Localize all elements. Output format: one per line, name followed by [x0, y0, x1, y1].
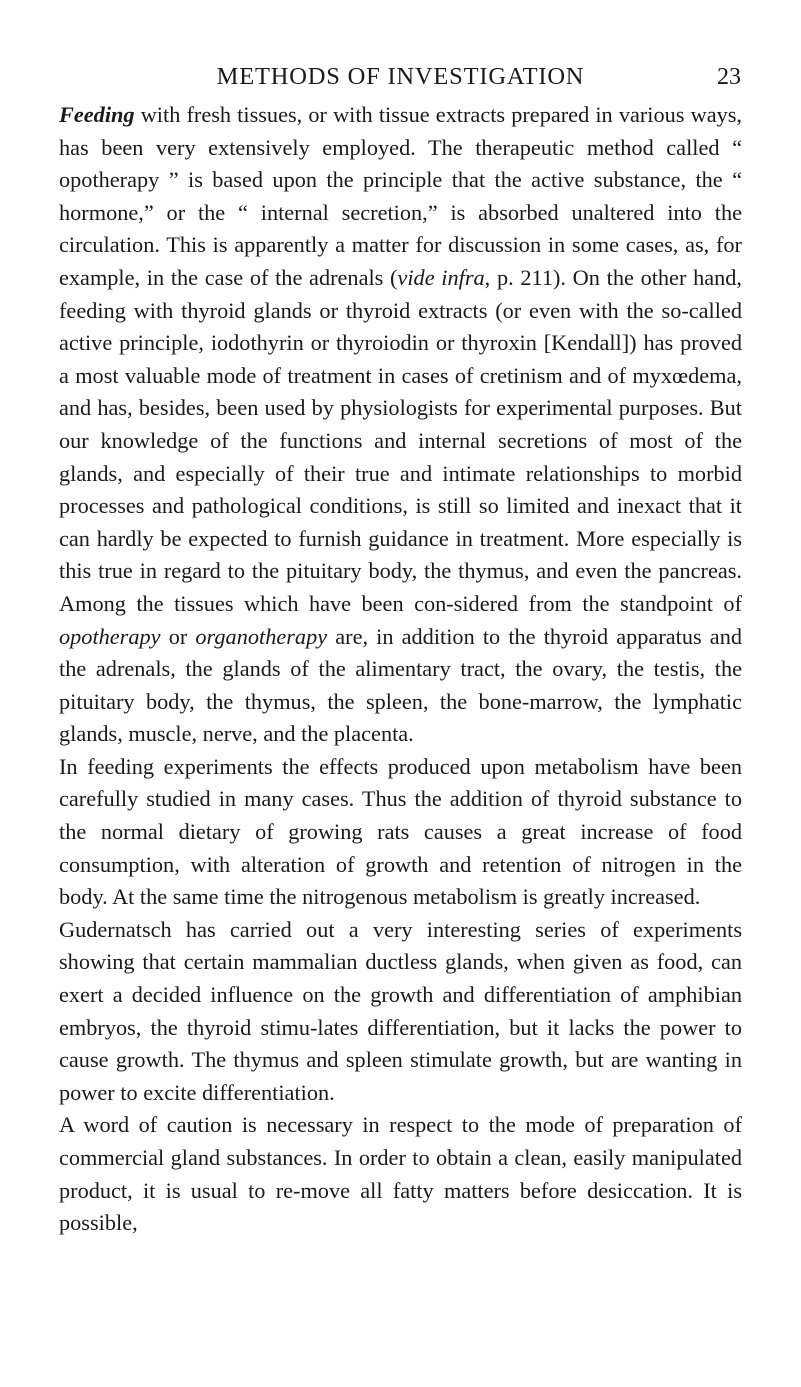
paragraph-text: , p. 211). On the other hand, feeding with thyroid glands or thyroid extracts (or even with the so-called active principle, iodothyrin or thyroiodin or thyroxin [Kendall]) has proved a most valuable mode of treatment in cases of cretinism and of myxœdema, and has, besides, been used by physiologists for experimental purposes. But our knowledge of the functions and internal secretions of most of the glands, and especially of their true and intimate relationships to morbid processes and pathological conditions, is still so limited and inexact that it can hardly be expected to furnish guidance in treatment. More especially is this true in regard to the pituitary body, the thymus, and even the pancreas. Among the tissues which have been con-sidered from the standpoint of [59, 264, 742, 616]
paragraph-gudernatsch: Gudernatsch has carried out a very interesting series of experiments showing that certain mammalian ductless glands, when given as food, can exert a decided influence on the growth and differentiation of amphibian embryos, the thyroid stimu-lates differentiation, but it lacks the power to cause growth. The thymus and spleen stimulate growth, but are wanting in power to excite differentiation. [59, 916, 742, 1105]
paragraph-feeding [59, 99, 742, 751]
paragraph-text: or [160, 623, 196, 649]
body-text [59, 99, 742, 1240]
italic-term-organotherapy: organotherapy [195, 623, 328, 649]
page-number: 23 [717, 64, 741, 90]
paragraph-metabolism: In feeding experiments the effects produced upon metabolism have been carefully studied in many cases. Thus the addition of thyroid substance to the normal dietary of growing rats causes a great increase of food consumption, with alteration of growth and retention of nitrogen in the body. At the same time the nitrogenous metabolism is greatly increased. [59, 753, 742, 910]
running-head: METHODS OF INVESTIGATION [216, 63, 585, 90]
paragraph-text: are, in addition to the thyroid apparatus and the adrenals, the glands of the alimentary tract, the ovary, the testis, the pituitary body, the thymus, the spleen, the bone-marrow, the lymphatic glands, muscle, nerve, and the placenta. [59, 623, 742, 747]
paragraph-lead-term: Feeding [59, 102, 135, 127]
page-header [60, 60, 741, 94]
paragraph-text: with fresh tissues, or with tissue extracts prepared in various ways, has been very extensively employed. The therapeutic method called “ opotherapy ” is based upon the principle that the active substance, the “ hormone,” or the “ internal secretion,” is absorbed unaltered into the circulation. This is apparently a matter for discussion in some cases, as, for example, in the case of the adrenals ( [59, 102, 742, 290]
paragraph-caution: A word of caution is necessary in respect to the mode of preparation of commercial gland substances. In order to obtain a clean, easily manipulated product, it is usual to re-move all fatty matters before desiccation. It is possible, [59, 1112, 742, 1236]
italic-reference: vide infra [397, 264, 485, 290]
italic-term-opotherapy: opotherapy [59, 623, 161, 649]
